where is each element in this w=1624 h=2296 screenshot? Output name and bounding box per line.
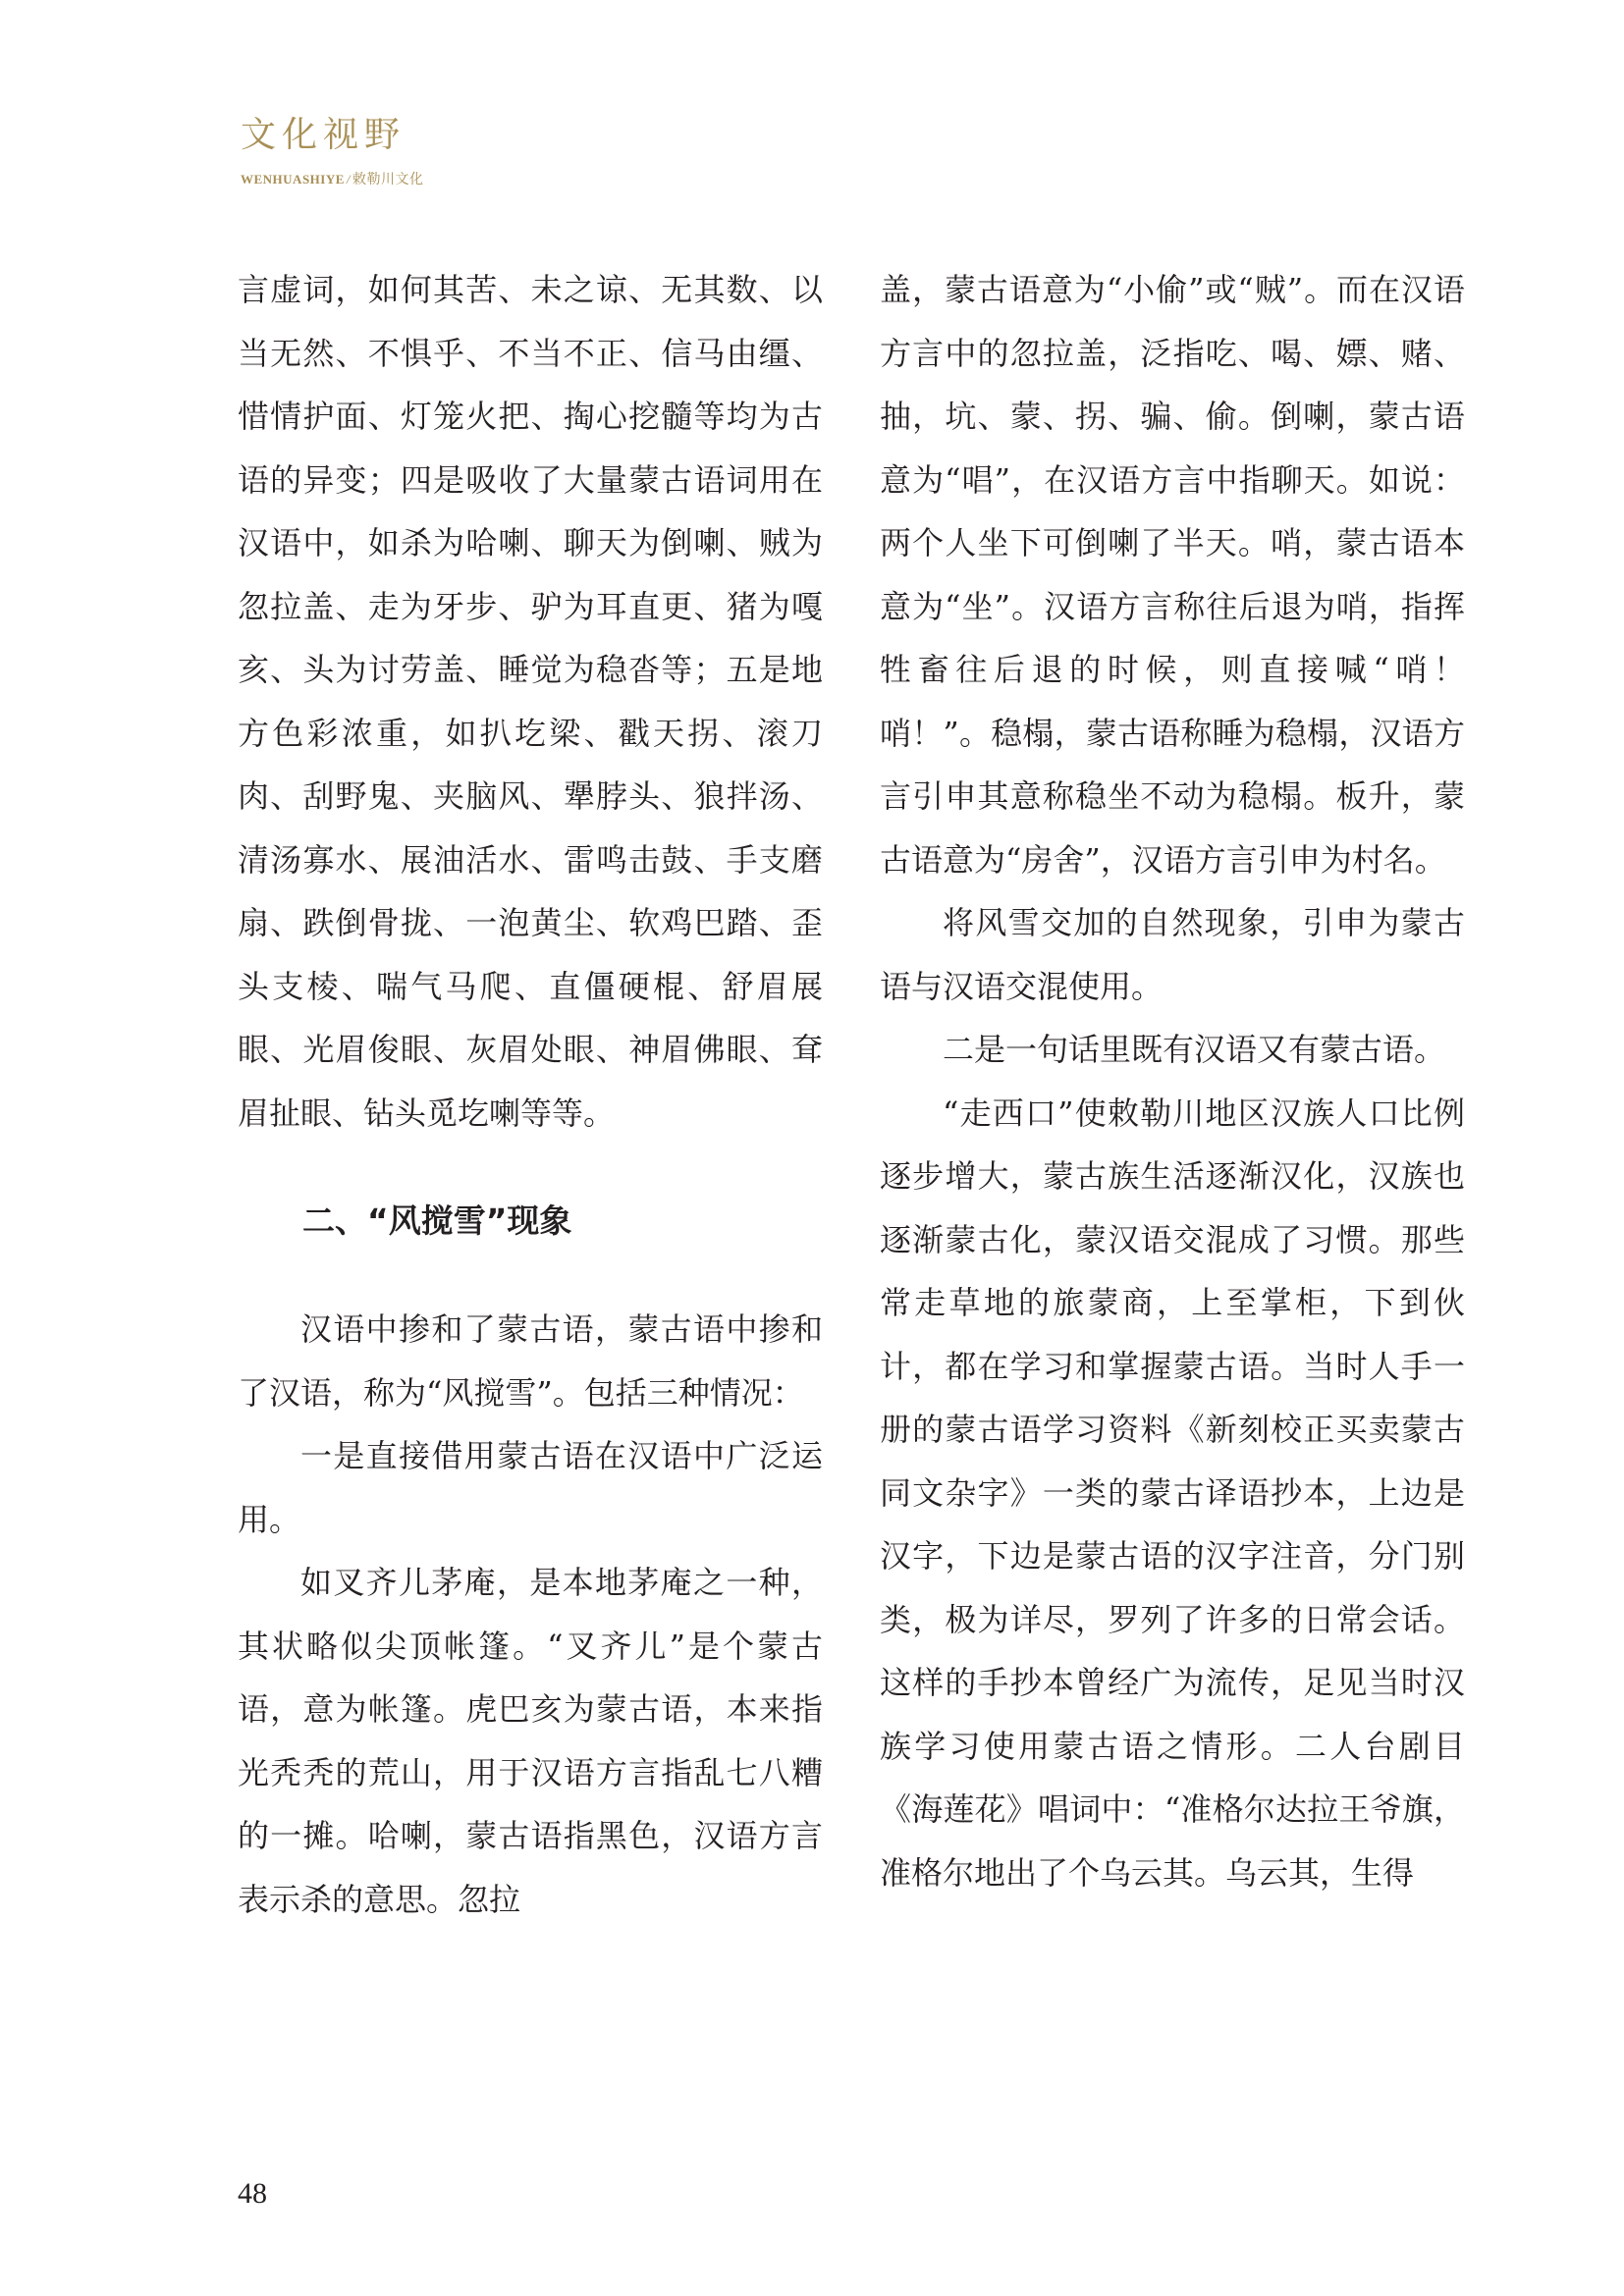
subtitle-pinyin: WENHUASHIYE [241,172,345,187]
subtitle-slash: / [346,172,352,187]
paragraph: “走西口”使敕勒川地区汉族人口比例逐步增大，蒙古族生活逐渐汉化，汉族也逐渐蒙古化，蒙汉语交混成了习惯。那些常走草地的旅蒙商，上至掌柜，下到伙计，都在学习和掌握蒙古语。当时人手一册的蒙古语学习资料《新刻校正买卖蒙古同文杂字》一类的蒙古译语抄本，上边是汉字，下边是蒙古语的汉字注音，分门别类，极为详尽，罗列了许多的日常会话。这样的手抄本曾经广为流传，足见当时汉族学习使用蒙古语之情形。二人台剧目《海莲花》唱词中：“准格尔达拉王爷旗，准格尔地出了个乌云其。乌云其，生得 [880,1094,1465,1892]
left-column [238,258,823,1931]
paragraph: 一是直接借用蒙古语在汉语中广泛运用。 [238,1437,823,1538]
section-subtitle [241,169,424,188]
right-column [880,258,1465,1904]
subtitle-chinese: 敕勒川文化 [352,172,424,187]
paragraph: 将风雪交加的自然现象，引申为蒙古语与汉语交混使用。 [880,904,1465,1005]
section-title: 文化视野 [241,115,406,155]
page-number: 48 [238,2177,267,2210]
paragraph: 二是一句话里既有汉语又有蒙古语。 [943,1031,1446,1068]
section-heading: 二、“风搅雪”现象 [302,1201,572,1240]
paragraph: 言虚词，如何其苦、未之谅、无其数、以当无然、不惧乎、不当不正、信马由缰、惜情护面、灯笼火把、掏心挖髓等均为古语的异变；四是吸收了大量蒙古语词用在汉语中，如杀为哈喇、聊天为倒喇、贼为忽拉盖、走为牙步、驴为耳直更、猪为嘎亥、头为讨劳盖、睡觉为稳沓等；五是地方色彩浓重，如扒圪梁、戳天拐、滚刀肉、刮野鬼、夹脑风、犟脖头、狼拌汤、清汤寡水、展油活水、雷鸣击鼓、手支磨扇、跌倒骨拢、一泡黄尘、软鸡巴踏、歪头支棱、喘气马爬、直僵硬棍、舒眉展眼、光眉俊眼、灰眉处眼、神眉佛眼、耷眉扯眼、钻头觅圪喇等等。 [238,271,823,1132]
paragraph: 汉语中掺和了蒙古语，蒙古语中掺和了汉语，称为“风搅雪”。包括三种情况： [238,1310,823,1412]
paragraph: 盖，蒙古语意为“小偷”或“贼”。而在汉语方言中的忽拉盖，泛指吃、喝、嫖、赌、抽，坑、蒙、拐、骗、偷。倒喇，蒙古语意为“唱”，在汉语方言中指聊天。如说：两个人坐下可倒喇了半天。哨，蒙古语本意为“坐”。汉语方言称往后退为哨，指挥牲畜往后退的时候，则直接喊“哨！哨！”。稳榻，蒙古语称睡为稳榻，汉语方言引申其意称稳坐不动为稳榻。板升，蒙古语意为“房舍”，汉语方言引申为村名。 [880,271,1465,879]
running-header [241,116,424,188]
paragraph: 如叉齐儿茅庵，是本地茅庵之一种，其状略似尖顶帐篷。“叉齐儿”是个蒙古语，意为帐篷。虎巴亥为蒙古语，本来指光秃秃的荒山，用于汉语方言指乱七八糟的一摊。哈喇，蒙古语指黑色，汉语方言表示杀的意思。忽拉 [238,1564,823,1918]
